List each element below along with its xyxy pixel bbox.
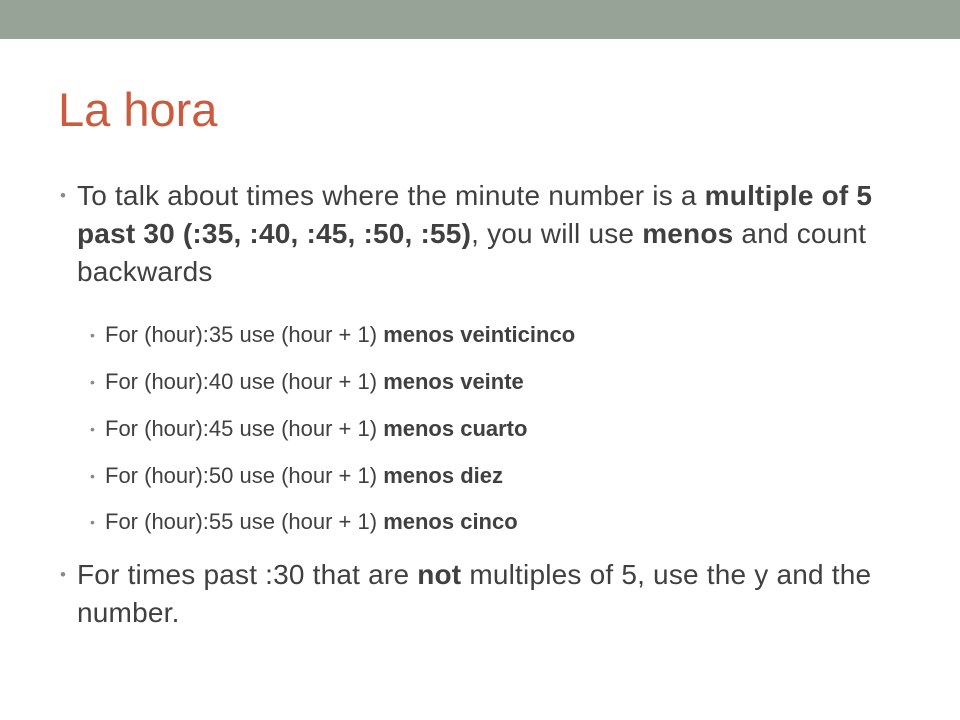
bold-word-menos: menos [642, 218, 734, 249]
top-accent-bar [0, 0, 960, 39]
bullet-dot-icon: • [90, 374, 95, 390]
sub-bullet-40: • For (hour):40 use (hour + 1) menos veinte [90, 367, 910, 397]
bullet-dot-icon: • [60, 565, 66, 584]
slide-title: La hora [58, 83, 218, 136]
bullet-text: For times past :30 that are not multiples of 5, use the y and the number. [77, 559, 872, 628]
sub-bullet-45: • For (hour):45 use (hour + 1) menos cuarto [90, 414, 910, 444]
bullet-not-multiples [60, 556, 910, 632]
bullet-dot-icon: • [60, 186, 66, 205]
bullet-dot-icon: • [90, 514, 95, 530]
bullet-text: To talk about times where the minute number is a multiple of 5 past 30 (:35, :40, :45, :50, :55), you will use menos and count backwards [77, 180, 873, 287]
bullet-dot-icon: • [90, 421, 95, 437]
sub-bullet-50: • For (hour):50 use (hour + 1) menos diez [90, 461, 910, 491]
bold-phrase-multiple: multiple of 5 past 30 (:35, :40, :45, :50, :55) [77, 180, 873, 249]
bullet-menos-rule [60, 177, 910, 291]
sub-bullet-55: • For (hour):55 use (hour + 1) menos cinco [90, 507, 910, 537]
bullet-dot-icon: • [90, 327, 95, 343]
bullet-dot-icon: • [90, 468, 95, 484]
bold-word-not: not [417, 559, 462, 590]
sub-bullet-35: • For (hour):35 use (hour + 1) menos veinticinco [90, 320, 910, 350]
